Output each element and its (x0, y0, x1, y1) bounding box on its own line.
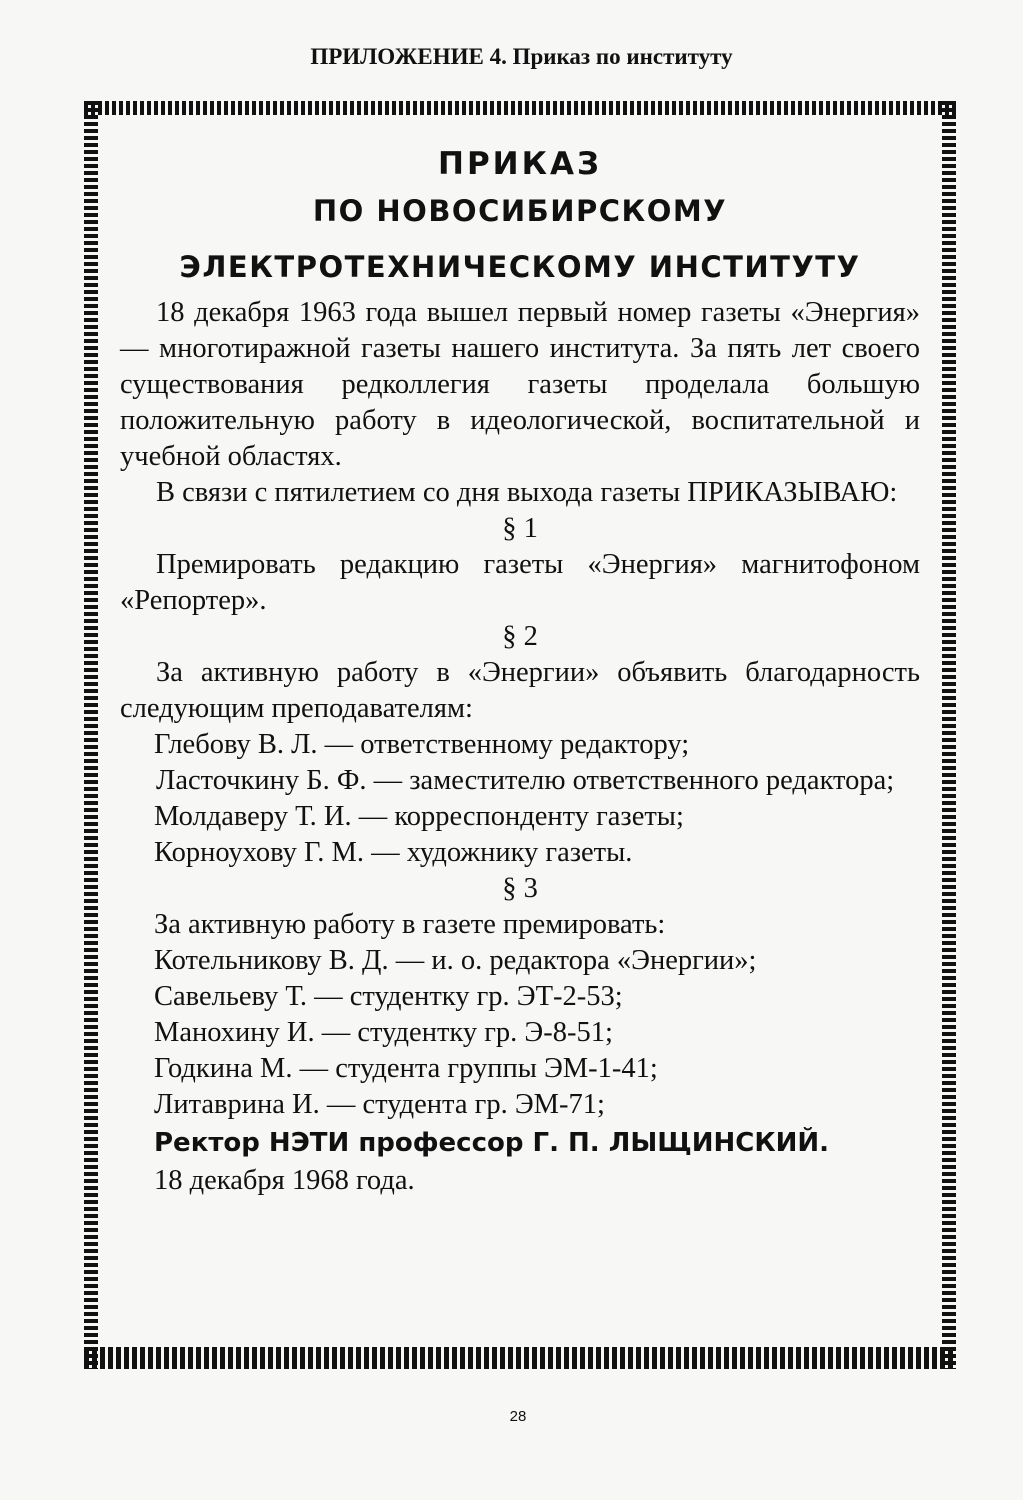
section-3-text: За активную работу в газете премировать: (154, 909, 666, 940)
list-item: Манохину И. — студентку гр. Э-8-51; (154, 1017, 613, 1048)
list-item: Литаврина И. — студента гр. ЭМ-71; (154, 1089, 605, 1120)
border-right (942, 101, 956, 1369)
border-top (84, 101, 956, 115)
border-left (84, 101, 98, 1369)
intro-paragraph: 18 декабря 1963 года вышел первый номер газеты «Энергия» — многотиражной газеты нашего института. За пять лет своего существования редколлегия газеты проделала большую положительную работу в идеологической, воспитательной и учебной областях. (120, 297, 920, 472)
order-title: ПРИКАЗ (438, 146, 602, 182)
page-number: 28 (509, 1408, 527, 1425)
border-bottom (84, 1347, 956, 1369)
order-content (120, 145, 920, 1199)
section-1-text: Премировать редакцию газеты «Энергия» магнитофоном «Репортер». (120, 549, 920, 616)
section-1-mark: § 1 (502, 513, 538, 544)
section-2-mark: § 2 (502, 621, 538, 652)
list-item: Глебову В. Л. — ответственному редактору; (154, 729, 690, 760)
appendix-title: ПРИЛОЖЕНИЕ 4. Приказ по институту (310, 44, 733, 69)
signature: Ректор НЭТИ профессор Г. П. ЛЫЩИНСКИЙ. (154, 1128, 829, 1158)
decree-paragraph: В связи с пятилетием со дня выхода газеты ПРИКАЗЫВАЮ: (156, 477, 898, 508)
list-item: Корноухову Г. М. — художнику газеты. (154, 837, 633, 868)
list-item: Годкина М. — студента группы ЭМ-1-41; (154, 1053, 658, 1084)
order-subtitle: ПО НОВОСИБИРСКОМУ ЭЛЕКТРОТЕХНИЧЕСКОМУ ИНСТИТУТУ (179, 194, 861, 284)
order-frame (84, 101, 956, 1369)
order-date: 18 декабря 1968 года. (154, 1165, 415, 1196)
section-3-mark: § 3 (502, 873, 538, 904)
list-item: Котельникову В. Д. — и. о. редактора «Энергии»; (154, 945, 757, 976)
list-item: Савельеву Т. — студентку гр. ЭТ-2-53; (154, 981, 623, 1012)
list-item: Молдаверу Т. И. — корреспонденту газеты; (154, 801, 684, 832)
section-2-text: За активную работу в «Энергии» объявить благодарность следующим преподавателям: (120, 657, 920, 724)
list-item: Ласточкину Б. Ф. — заместителю ответственного редактора; (156, 765, 895, 796)
